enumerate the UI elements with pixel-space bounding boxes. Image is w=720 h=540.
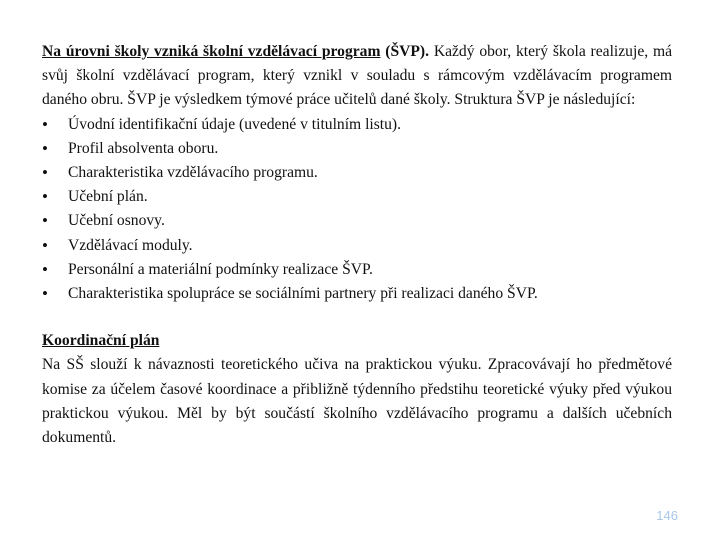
list-item-text: Učební plán. (68, 188, 148, 206)
list-item-text: Charakteristika spolupráce se sociálními partnery při realizaci daného ŠVP. (68, 285, 538, 303)
list-item-text: Vzdělávací moduly. (68, 236, 193, 254)
bullet-icon: • (42, 163, 48, 183)
section-title: Koordinační plán (42, 332, 160, 350)
intro-paragraph (42, 40, 672, 113)
page-number: 146 (656, 508, 678, 523)
list-item (42, 113, 672, 137)
list-item (42, 282, 672, 306)
list-item-text: Učební osnovy. (68, 212, 165, 230)
list-item (42, 161, 672, 185)
list-item (42, 185, 672, 209)
intro-body: Každý obor, který škola realizuje, má svůj školní vzdělávací program, který vznikl v souladu s rámcovým vzdělávacím programem daného obru. ŠVP je výsledkem týmové práce učitelů dané školy. Struktura ŠVP je následující: (42, 43, 672, 109)
intro-heading: Na úrovni školy vzniká školní vzdělávací program (42, 43, 381, 60)
bullet-icon: • (42, 211, 48, 231)
list-item-text: Charakteristika vzdělávacího programu. (68, 164, 318, 182)
list-item (42, 258, 672, 282)
bullet-icon: • (42, 187, 48, 207)
list-item (42, 209, 672, 233)
document-content (42, 40, 672, 450)
bullet-icon: • (42, 284, 48, 304)
list-item-text: Personální a materiální podmínky realizace ŠVP. (68, 260, 373, 278)
intro-heading-abbr: (ŠVP). (380, 43, 430, 60)
bullet-icon: • (42, 138, 48, 158)
bullet-icon: • (42, 235, 48, 255)
list-item (42, 137, 672, 161)
list-item-text: Úvodní identifikační údaje (uvedené v titulním listu). (68, 115, 402, 133)
coordination-plan-section (42, 329, 672, 450)
structure-list (42, 113, 672, 307)
bullet-icon: • (42, 259, 48, 279)
section-body: Na SŠ slouží k návaznosti teoretického učiva na praktickou výuku. Zpracovávají ho předmětové komise za účelem časové koordinace a přibližně týdenního předstihu teoretické výuky před výukou praktickou výukou. Měl by být součástí školního vzdělávacího programu a dalších učebních dokumentů. (42, 356, 672, 447)
list-item-text: Profil absolventa oboru. (68, 139, 219, 157)
bullet-icon: • (42, 114, 48, 134)
list-item (42, 234, 672, 258)
